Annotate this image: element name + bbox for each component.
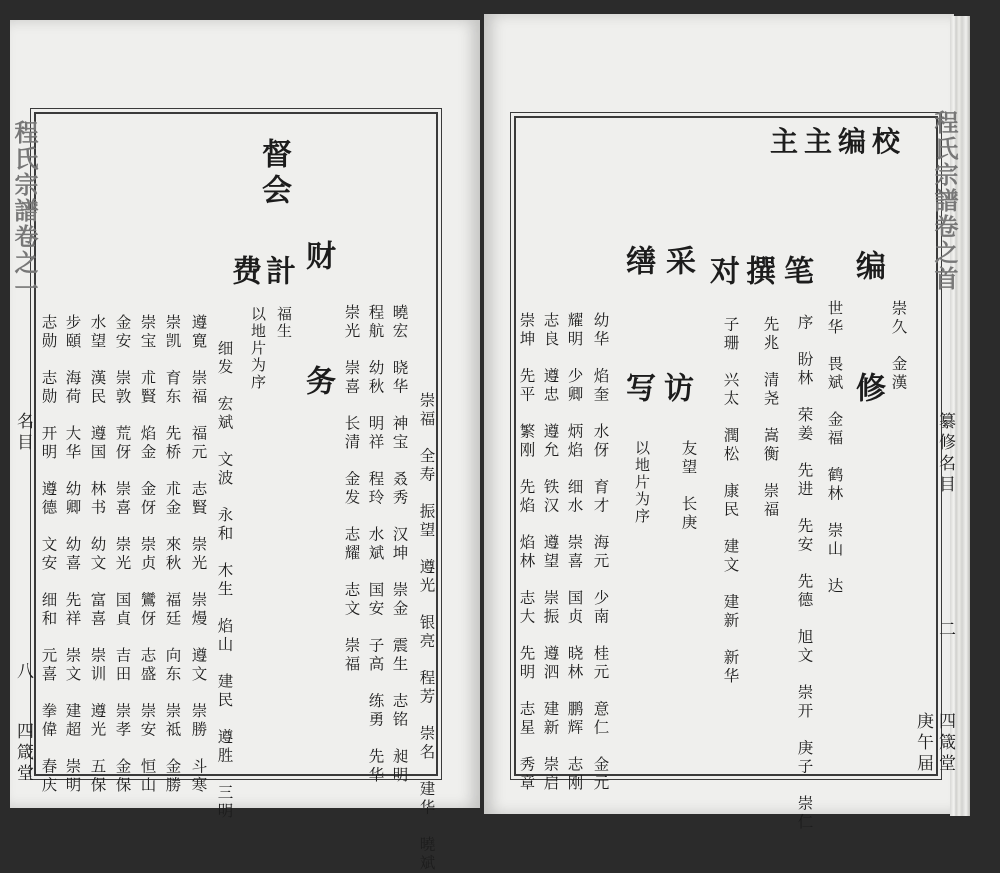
writer-col-1: 先兆 清尧 嵩衡 崇福 — [761, 316, 780, 520]
interview-col-5: 崇坤 先平 繁刚 先焰 焰林 志大 先明 志星 秀章 — [517, 312, 536, 793]
expense-col-6: 水望 漢民 遵国 林书 幼文 富喜 崇训 遵光 五保 — [88, 314, 107, 795]
order-note-2: 以地片为序 — [249, 306, 267, 391]
expense-col-3: 崇凯 育东 先桥 朮金 來秋 福廷 向东 崇祗 金勝 — [163, 314, 182, 795]
finance-col-2: 曉宏 晓华 神宝 叒秀 汉坤 崇金 震生 志铭 昶明 — [390, 304, 409, 785]
expense-col-2: 遵寛 崇福 福元 志賢 崇光 崇熳 遵文 崇勝 斗寒 — [189, 314, 208, 795]
heading-chief-editors: 主主编校 — [770, 125, 907, 158]
expense-col-5: 金安 崇敦 荒伢 崇喜 崇光 国貞 吉田 崇孝 金保 — [113, 314, 132, 795]
interview-col-1: 友望 长庚 — [679, 440, 698, 533]
heading-expenses: 费 — [226, 255, 261, 291]
heading-collect: 采 — [660, 245, 695, 281]
left-spine-page: 八 — [13, 662, 33, 683]
expense-col-4: 崇宝 朮賢 焰金 金伢 崇贞 鸞伢 志盛 崇安 恒山 — [138, 314, 157, 795]
heading-transcribe: 缮 — [620, 245, 655, 281]
finance-col-1: 崇福 全寿 振望 遵光 银亮 程芳 崇名 建华 曉斌 — [417, 392, 436, 873]
interview-col-3: 耀明 少卿 炳焰 细水 崇喜 国贞 晓林 鹏辉 志刚 — [565, 312, 584, 793]
finance-col-4: 崇光 崇喜 长清 金发 志耀 志文 崇福 — [342, 304, 361, 674]
heading-writer: 笔 — [778, 255, 813, 291]
heading-affairs: 务 — [300, 365, 335, 401]
heading-supervisor: 督会 — [256, 138, 291, 210]
compile-col-2: 世华 畏斌 金福 鹤林 崇山 达 — [825, 300, 844, 596]
right-order-note: 以地片为序 — [633, 440, 651, 525]
interview-col-4: 志良 遵忠 遵允 铁汉 遵望 崇振 遵泗 建新 崇启 — [541, 312, 560, 793]
expense-col-8: 志勋 志勋 开明 遵德 文安 细和 元喜 拳偉 春庆 — [39, 314, 58, 795]
left-spine-hall: 四箴堂 — [13, 722, 33, 785]
right-spine-page: 二 — [935, 620, 955, 641]
compile-col-1: 崇久 金漢 — [889, 300, 908, 393]
expense-col-7: 步頤 海荷 大华 幼卿 幼喜 先祥 崇文 建超 崇明 — [63, 314, 82, 795]
heading-finance: 财 — [300, 240, 335, 276]
right-spine-section: 纂修名目 — [935, 412, 955, 496]
heading-compile: 编 — [850, 250, 885, 286]
heading-composer: 撰 — [740, 255, 775, 291]
left-spine-title: 程氏宗譜卷之一 — [10, 120, 39, 302]
finance-col-3: 程航 幼秋 明祥 程玲 水斌 国安 子高 练勇 先华 — [366, 304, 385, 785]
right-spine-title: 程氏宗譜卷之首 — [930, 110, 959, 292]
writer-col-2: 子珊 兴太 潤松 康民 建文 建新 新华 — [721, 316, 740, 686]
heading-interview: 访 — [658, 372, 693, 408]
heading-write: 写 — [620, 372, 655, 408]
heading-collator: 对 — [704, 255, 739, 291]
heading-edit: 修 — [850, 372, 885, 408]
left-spine-section: 名目 — [13, 412, 33, 454]
interview-col-2: 幼华 焰奎 水伢 育才 海元 少南 桂元 意仁 金元 — [591, 312, 610, 793]
order-note-1: 福生 — [275, 306, 293, 340]
compile-col-3: 序 盼林 荣姜 先进 先安 先德 旭文 崇开 庚子 崇仁 — [795, 314, 814, 832]
right-spine-hall: 四箴堂 — [935, 712, 955, 775]
right-spine-edition: 庚午届 — [913, 712, 933, 775]
heading-accounting: 計 — [260, 255, 295, 291]
expense-col-1: 细发 宏斌 文波 永和 木生 焰山 建民 遵胜 三明 — [215, 340, 234, 821]
